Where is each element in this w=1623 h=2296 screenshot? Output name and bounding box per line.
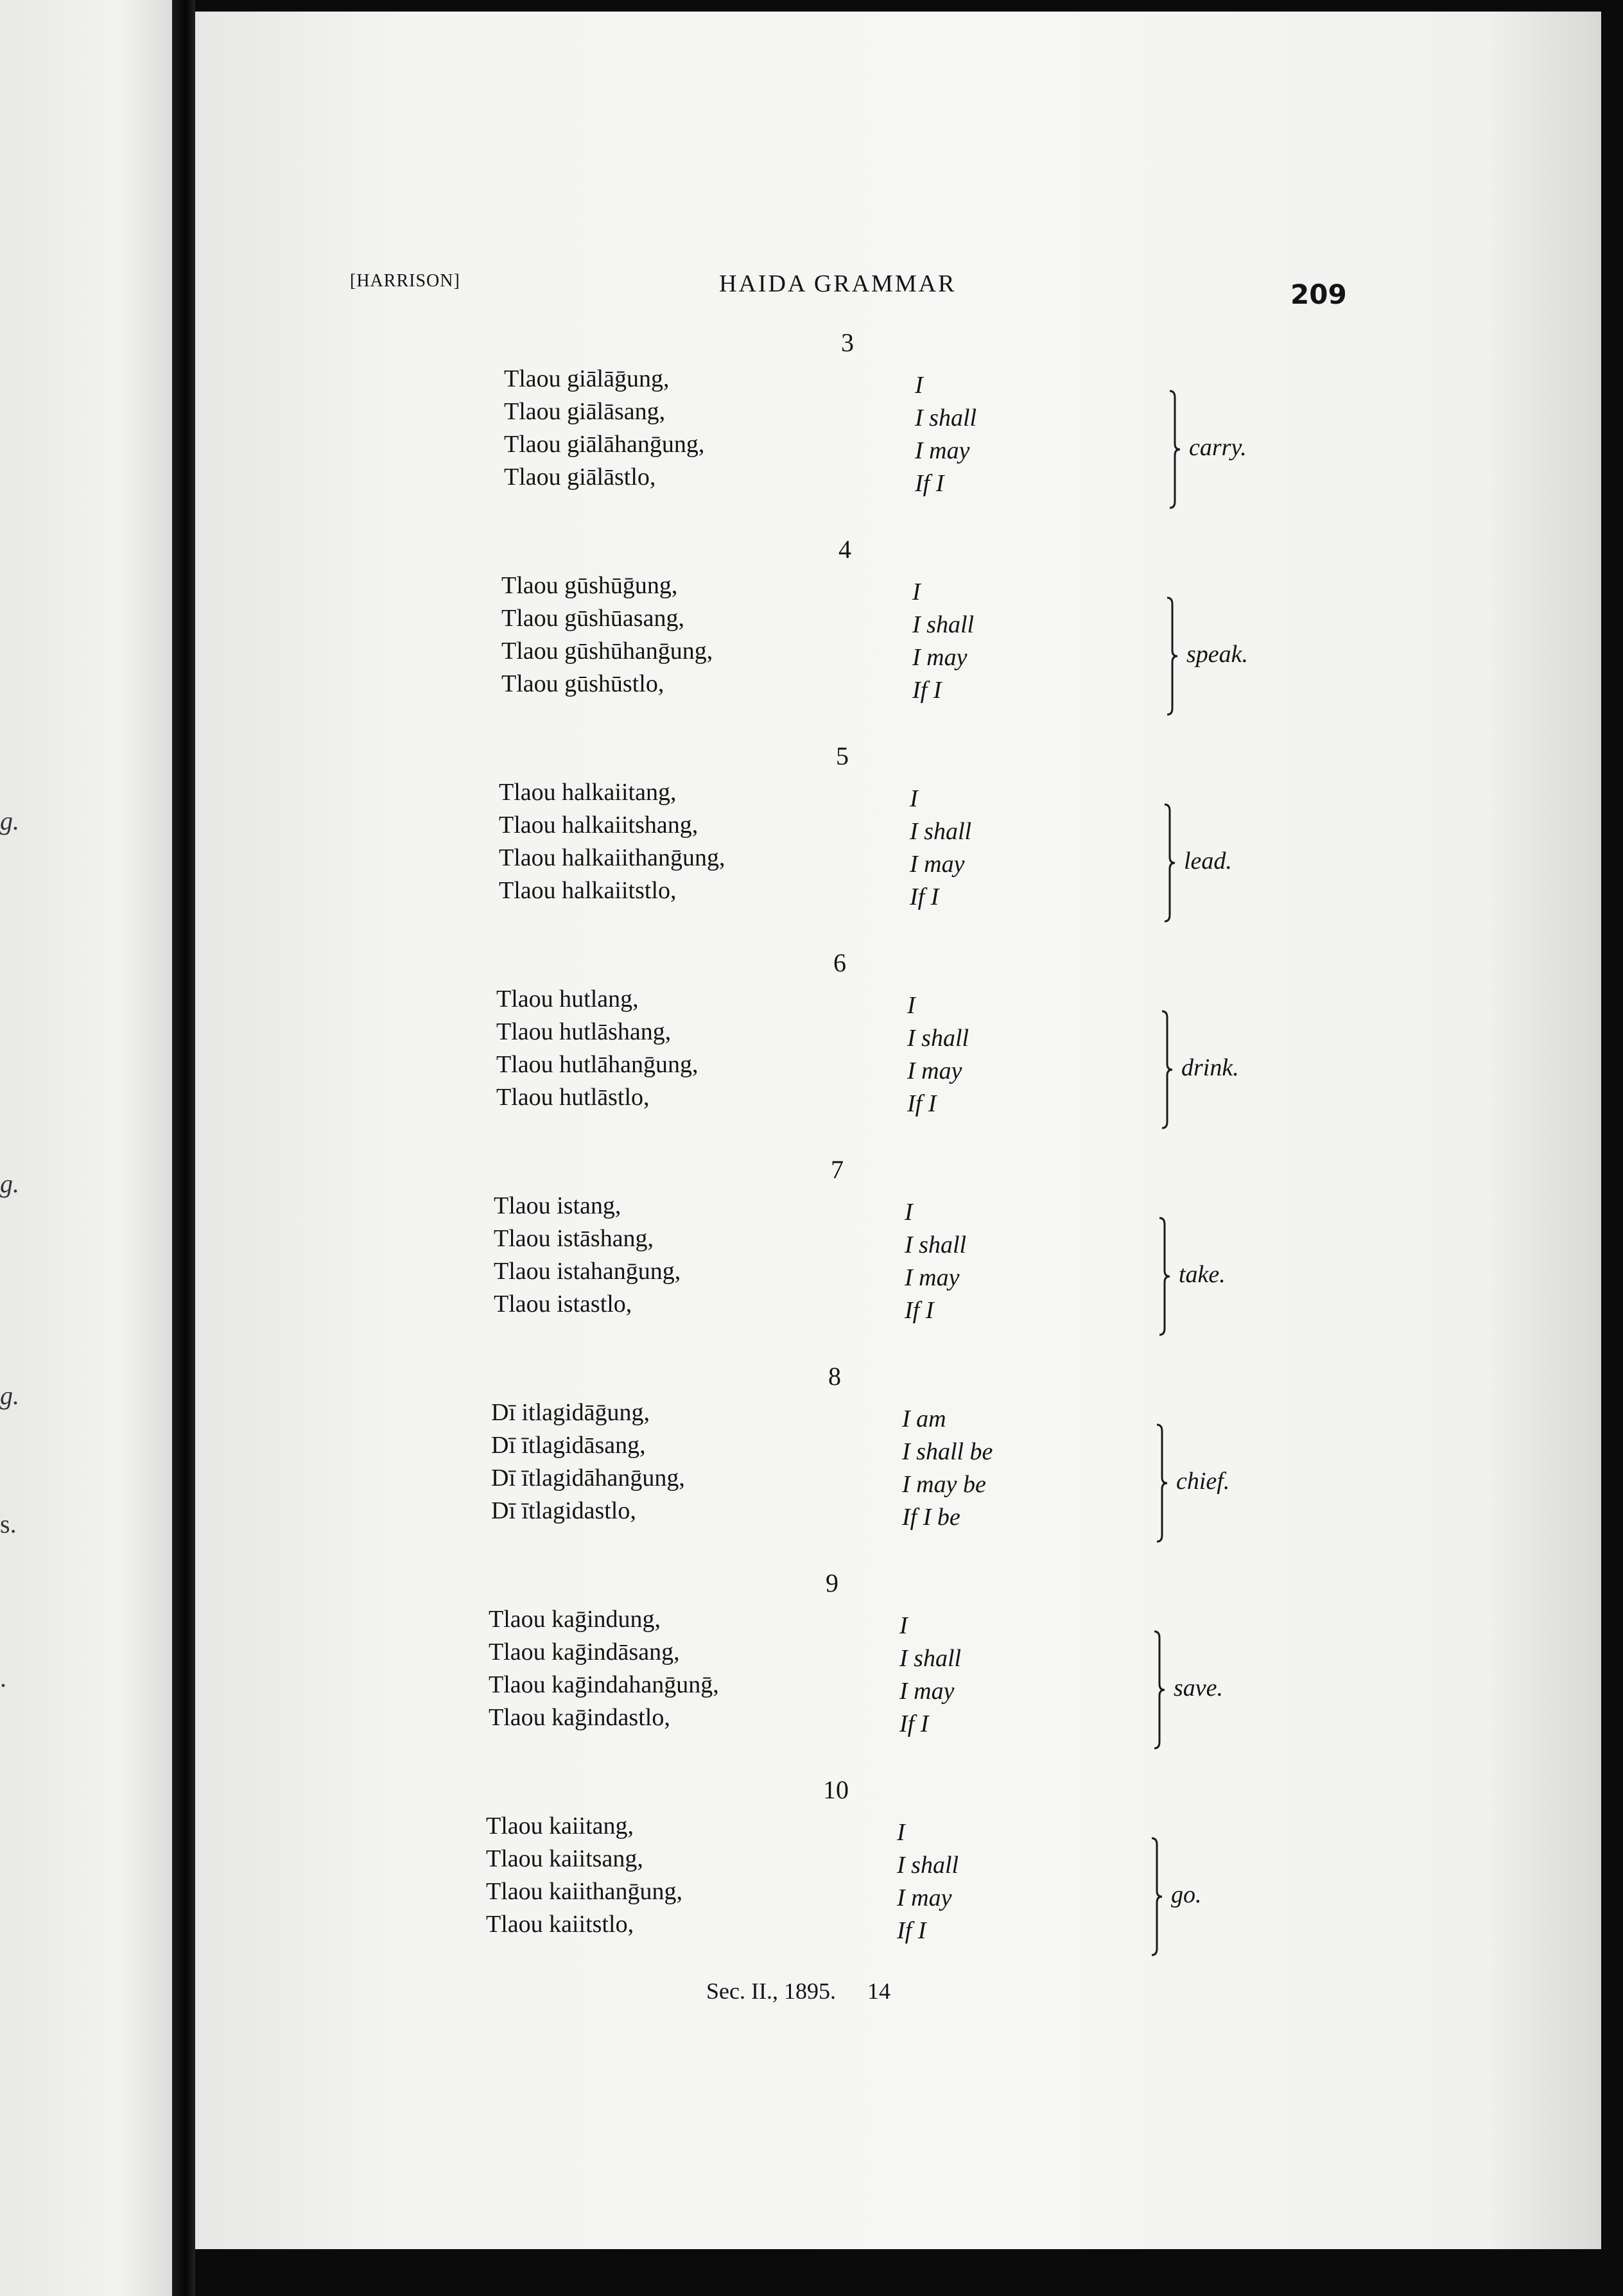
- verb-meaning: take.: [1179, 1261, 1226, 1288]
- signature-mark: 14: [867, 1978, 890, 2004]
- gloss: I: [912, 578, 921, 605]
- author-label: [HARRISON]: [350, 271, 460, 291]
- running-head: [350, 263, 1377, 308]
- paradigm-block: [0, 327, 1623, 533]
- gloss: I shall: [912, 611, 975, 638]
- verb-form: Tlaou halkaiitang,: [499, 779, 677, 806]
- verb-forms: [494, 1190, 681, 1321]
- gloss: If I: [915, 470, 944, 497]
- paradigm-number: 8: [828, 1362, 841, 1391]
- verb-form: Tlaou gūshūstlo,: [501, 670, 664, 697]
- facing-page-fragment: g.: [0, 806, 19, 835]
- verb-form: Tlaou halkaiitshang,: [499, 812, 699, 839]
- paradigm-block: [0, 948, 1623, 1153]
- brace-icon: [1153, 1629, 1166, 1751]
- brace-icon: [1156, 1422, 1168, 1544]
- paradigm-number: 3: [841, 328, 854, 357]
- verb-forms: [504, 363, 704, 494]
- gloss: I may be: [902, 1471, 986, 1498]
- gloss: I may: [905, 1264, 960, 1291]
- verb-form: Tlaou kaiitstlo,: [486, 1911, 634, 1938]
- gloss: I shall: [899, 1645, 962, 1672]
- gloss: I shall: [897, 1852, 959, 1879]
- verb-form: Tlaou kaḡindāsang,: [489, 1639, 680, 1665]
- gloss: I may: [899, 1678, 955, 1705]
- glosses: [912, 576, 974, 707]
- paradigm-block: [0, 1154, 1623, 1360]
- page-number: 209: [1290, 279, 1347, 310]
- verb-form: Tlaou hutlāhanḡung,: [496, 1051, 699, 1078]
- gloss: If I: [897, 1917, 926, 1944]
- brace-icon: [1163, 802, 1176, 924]
- gloss: I: [899, 1612, 908, 1639]
- paradigm-number: 5: [836, 742, 849, 770]
- gloss: If I: [899, 1710, 929, 1737]
- verb-meaning: chief.: [1176, 1468, 1230, 1495]
- paradigm-number: 7: [831, 1155, 844, 1184]
- verb-forms: [496, 983, 698, 1114]
- verb-form: Tlaou giālāhanḡung,: [504, 431, 705, 458]
- verb-forms: [491, 1396, 685, 1527]
- verb-meaning: speak.: [1186, 641, 1249, 668]
- verb-form: Tlaou gūshūḡung,: [501, 572, 678, 599]
- page-title: HAIDA GRAMMAR: [719, 270, 957, 297]
- verb-form: Tlaou hutlāshang,: [496, 1018, 672, 1045]
- verb-form: Tlaou gūshūasang,: [501, 605, 684, 632]
- verb-forms: [499, 776, 725, 907]
- gloss: I shall: [910, 818, 972, 845]
- verb-form: Tlaou istahanḡung,: [494, 1258, 681, 1285]
- paradigm-block: [0, 741, 1623, 946]
- gloss: I may: [912, 644, 968, 671]
- glosses: [910, 783, 971, 914]
- gloss: I am: [902, 1405, 946, 1432]
- section-label: Sec. II., 1895.: [706, 1978, 836, 2004]
- gloss: I may: [907, 1057, 962, 1084]
- verb-meaning: carry.: [1189, 434, 1247, 461]
- gloss: I: [905, 1199, 913, 1226]
- paradigm-number: 6: [833, 948, 846, 977]
- verb-form: Tlaou istang,: [494, 1192, 621, 1219]
- facing-page-fragment: .: [0, 1664, 6, 1692]
- verb-form: Tlaou kaiithanḡung,: [486, 1878, 683, 1905]
- gloss: I may: [910, 851, 965, 878]
- gloss: I shall: [915, 404, 977, 431]
- verb-form: Tlaou istastlo,: [494, 1291, 632, 1318]
- gloss: If I be: [902, 1504, 960, 1531]
- glosses: [902, 1403, 993, 1534]
- gloss: I shall: [907, 1025, 969, 1052]
- verb-form: Tlaou hutlang,: [496, 986, 639, 1013]
- page-footer: [706, 1978, 916, 2005]
- gloss: I: [910, 785, 918, 812]
- glosses: [905, 1196, 966, 1327]
- facing-page-fragment: g.: [0, 1169, 19, 1198]
- glosses: [899, 1610, 961, 1741]
- facing-page-fragment: s.: [0, 1509, 17, 1538]
- verb-forms: [489, 1603, 719, 1734]
- verb-meaning: lead.: [1184, 848, 1232, 874]
- verb-form: Tlaou kaḡindung,: [489, 1606, 661, 1633]
- verb-form: Tlaou hutlāstlo,: [496, 1084, 650, 1111]
- verb-form: Tlaou kaḡindastlo,: [489, 1704, 670, 1731]
- gloss: I: [907, 992, 916, 1019]
- brace-icon: [1161, 1009, 1174, 1131]
- gloss: If I: [907, 1090, 937, 1117]
- paradigm-number: 9: [826, 1569, 838, 1597]
- verb-meaning: save.: [1174, 1674, 1224, 1701]
- glosses: [915, 369, 976, 500]
- verb-form: Dī itlagidāḡung,: [491, 1399, 650, 1426]
- gloss: If I: [910, 883, 939, 910]
- glosses: [907, 989, 969, 1120]
- verb-form: Tlaou halkaiitstlo,: [499, 877, 677, 904]
- gloss: I: [915, 372, 923, 399]
- verb-forms: [486, 1810, 682, 1941]
- verb-form: Dī ītlagidastlo,: [491, 1497, 636, 1524]
- facing-page-fragment: g.: [0, 1381, 19, 1410]
- brace-icon: [1168, 388, 1181, 510]
- brace-icon: [1158, 1215, 1171, 1337]
- paradigm-block: [0, 534, 1623, 740]
- verb-form: Tlaou kaiitsang,: [486, 1845, 643, 1872]
- verb-forms: [501, 570, 713, 700]
- gloss: I may: [897, 1884, 952, 1911]
- paradigm-block: [0, 1775, 1623, 1980]
- brace-icon: [1150, 1836, 1163, 1958]
- verb-form: Dī ītlagidāhanḡung,: [491, 1465, 685, 1492]
- paradigm-block: [0, 1361, 1623, 1567]
- verb-form: Tlaou istāshang,: [494, 1225, 654, 1252]
- verb-form: Dī ītlagidāsang,: [491, 1432, 646, 1459]
- gloss: I may: [915, 437, 970, 464]
- verb-form: Tlaou halkaiithanḡung,: [499, 844, 725, 871]
- verb-form: Tlaou kaḡindahanḡunḡ,: [489, 1671, 719, 1698]
- verb-form: Tlaou kaiitang,: [486, 1813, 634, 1839]
- verb-form: Tlaou gūshūhanḡung,: [501, 638, 713, 665]
- gloss: If I: [912, 677, 942, 704]
- gloss: I: [897, 1819, 905, 1846]
- paradigm-number: 10: [823, 1775, 849, 1804]
- glosses: [897, 1816, 959, 1947]
- paradigm-number: 4: [838, 535, 851, 564]
- brace-icon: [1166, 595, 1179, 717]
- verb-form: Tlaou giālāstlo,: [504, 464, 656, 491]
- verb-form: Tlaou giālāḡung,: [504, 365, 670, 392]
- verb-meaning: go.: [1171, 1881, 1202, 1908]
- gloss: I shall be: [902, 1438, 993, 1465]
- verb-form: Tlaou giālāsang,: [504, 398, 666, 425]
- gloss: If I: [905, 1297, 934, 1324]
- paradigm-block: [0, 1568, 1623, 1773]
- verb-meaning: drink.: [1181, 1054, 1239, 1081]
- gloss: I shall: [905, 1231, 967, 1258]
